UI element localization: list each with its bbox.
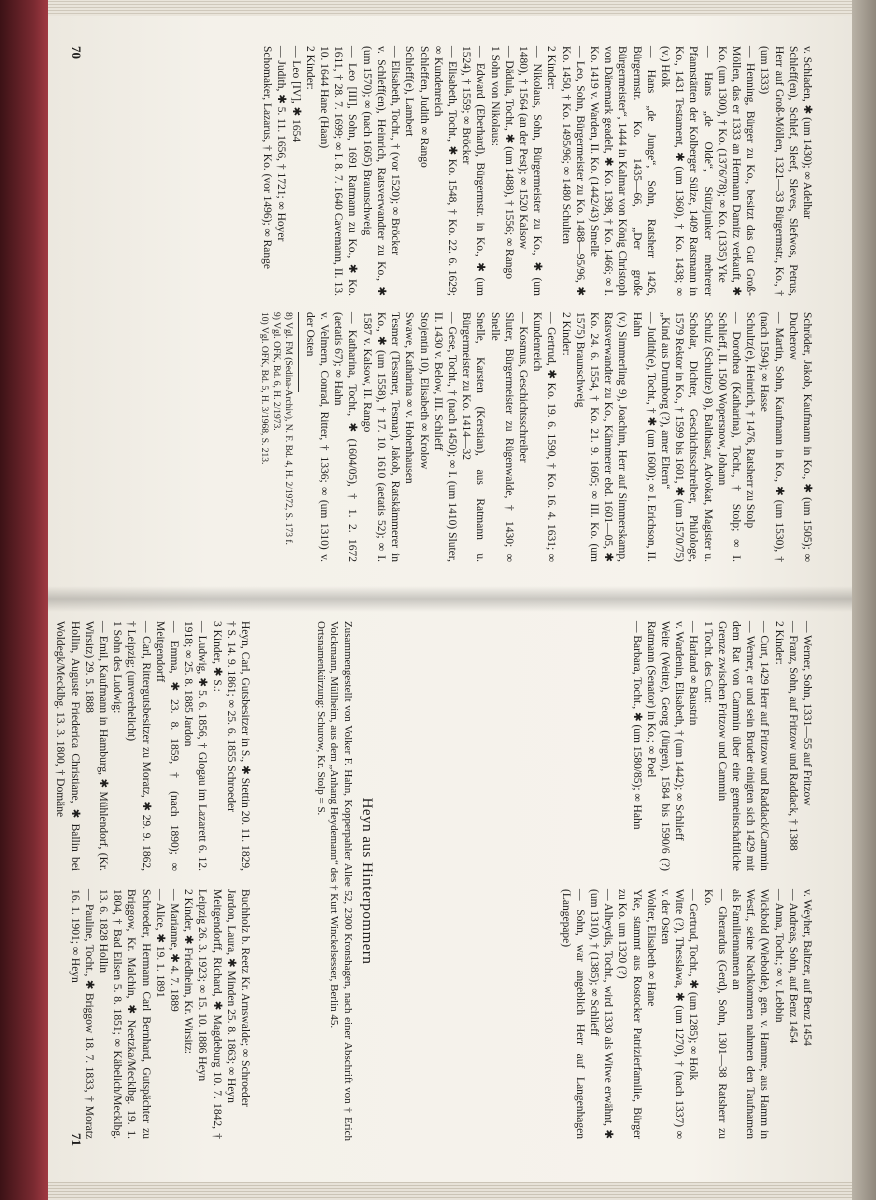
- entry-line: — Martin, Sohn, Kaufmann in Ko., ✱ (um 1530), † (nach 1594); ∞ Hasse: [758, 312, 785, 562]
- page-71: [48, 599, 852, 1182]
- entry-line: — Gese, Tocht., † (nach 1450); ∞ I. (um 1410) Sluter, II. 1430 v. Below, III. Schlieff: [431, 312, 458, 562]
- entry-line: — Alheydis, Tocht., wird 1330 als Witwe erwähnt, ✱ (um 1310), † (1385); ∞ Schlieff: [587, 889, 615, 1139]
- entry-line: — Nikolaus, Sohn, Bürgermeister zu Ko., ✱ (um 1480), † 1564 (an der Pest); ∞ 1520 Kalsow: [516, 46, 544, 296]
- entry-line: — Curt, 1429 Herr auf Fritzow und Raddack/Cammin: [758, 621, 771, 871]
- entry-line: — Werner, er und sein Bruder einigten sich 1429 mit dem Rat von Cammin über eine gemeinschaftliche Grenze zwischen Fritzow und Cammin: [715, 621, 757, 871]
- entry-line: — Judith(e), Tocht., † ✱ (um 1600); ∞ I. Erichson, II. Hahn: [630, 312, 657, 562]
- rotated-spread: [48, 16, 852, 1182]
- entry-line: — Pauline, Tocht., ✱ Briggow 18. 7. 1833, † Moratz 16. 1. 1901; ∞ Heyn: [68, 889, 95, 1139]
- page-stack-top: [48, 0, 852, 16]
- book-spread: [48, 16, 852, 1182]
- entry-line: Schleff(en), Schlef, Sleef, Sleves, Slefwos, Petrus, Herr auf Groß-Möllen, 1321—33 Bürgermstr., Ko., † (um 1333): [758, 46, 799, 296]
- right-page-section: [313, 621, 382, 1141]
- entry-line: — Marianne, ✱ 4. 7. 1889: [167, 889, 180, 1012]
- entry-line: Wickbold (Wiebolde), gen. v. Hamme, aus Hamm in Westf., seine Nachkommen nahmen den Taufnamen als Familiennamen an: [729, 889, 771, 1139]
- entry-line: — Henning, Bürger zu Ko., besitzt das Gut Groß-Möllen, das er 1333 an Hermann Damitz verkauft, ✱ Ko. (um 1300), † Ko. (1376/78); ∞ Ko. (1335) Yke: [715, 46, 757, 296]
- entry-line: Schroeder, Hermann Carl Bernhard, Gutspächter zu Briggow, Kr. Malchin, ✱ Neetzka/Mecklbg. 19. 1. 1804, † Bad Eilsen 5. 8. 1851; ∞ Käbelich/Mecklbg. 13. 6. 1828 Hollin: [96, 889, 152, 1139]
- entry-line: — Edward (Eberhard), Bürgermstr. in Ko., ✱ (um 1524), † 1559; ∞ Bröcker: [460, 46, 487, 296]
- book-cover-edge: [0, 0, 48, 1200]
- entry-line: v. Schladen, ✱ (um 1430); ∞ Adelhar: [801, 46, 813, 219]
- entry-line: Yke, stammt aus Rostocker Patrizierfamilie, Bürger zu Ko. um 1320 (?): [616, 889, 643, 1139]
- page-70: [48, 16, 852, 599]
- entry-line: — Werner, Sohn, 1331—55 auf Fritzow: [801, 621, 813, 806]
- entry-line: — Anna, Tocht.; ∞ v. Lebbin: [772, 889, 785, 1023]
- section-heading: Heyn aus Hinterpommern: [359, 797, 375, 965]
- entry-line: 1 Tocht. des Curt:: [701, 621, 714, 704]
- entry-line: — Sohn, war angeblich Herr auf Langenhagen (Langepape): [559, 889, 586, 1139]
- entry-line: — Katharina, Tocht., ✱ (1604/05), † 1. 2. 1672 (aetatis 67); ∞ Hahn: [332, 312, 359, 562]
- entry-line: 8) Vgl. FM (Sedina-Archiv), N. F. Bd. 4, H. 2/1972, S. 173 f.: [282, 312, 293, 545]
- entry-line: — Carl, Rittergutsbesitzer zu Moratz, ✱ 29. 9. 1862, † Leipzig; (unverehelicht): [125, 621, 152, 871]
- entry-line: Swawe, Katharina ∞ v. Hohenhausen: [403, 312, 416, 484]
- entry-line: — Gertrud, ✱ Ko. 19. 6. 1590, † Ko. 16. 4. 1631; ∞ Kundenreich: [531, 312, 558, 562]
- entry-line: Sluter, Bürgermeister zu Rügenwalde, † 1430; ∞ Snelle: [488, 312, 515, 562]
- entry-line: — Andreas, Sohn, auf Benz 1454: [786, 889, 799, 1044]
- entry-line: — Gherardus (Gerd), Sohn, 1301—38 Ratsherr zu Ko.: [701, 889, 728, 1139]
- entry-line: — Hans „de Olde“, Stützjunker mehrerer Pfannstätten der Kolberger Sülze, 1409 Ratsmann in Ko., 1431 Testament, ✱ (um 1360), † Ko. 1438; ∞ (v.) Holk: [658, 46, 714, 296]
- entry-line: — Harland ∞ Baustrin: [687, 621, 700, 726]
- right-bottom-column-2: [67, 889, 252, 1139]
- entry-line: Hollin, Auguste Friederica Christiane, ✱ Ballin bei Woldegk/Mecklbg. 13. 3. 1800, † Domäne: [54, 621, 81, 871]
- entry-line: — Hans „de Junge“, Sohn, Ratsherr 1426, Bürgermstr. Ko. 1435—66, „Der große Bürgermeister“, 1444 in Kalmar von König Christoph von Dänemark geadelt, ✱ Ko. 1398, † Ko. 1466; ∞ I. Ko. 1419 v. Warden, II. Ko. (1442/43) Smelle: [587, 46, 657, 296]
- entry-line: 2 Kinder:: [772, 621, 785, 665]
- entry-line: — Alice, ✱ 19. 1. 1891: [153, 889, 166, 998]
- section-intro: Zusammengestellt von Volker F. Hahn, Kopperpahler Allee 52, 2300 Kronshagen, nach einer Abschrift von † Erich Volckmann, Müllheim, aus dem „Anhang Heydemann“ des † Kurt Winckelsesser, Berlin 45.: [328, 621, 354, 1141]
- entry-line: v. Wardenin, Elisabeth, † (um 1442); ∞ Schlieff: [673, 621, 686, 841]
- entry-line: — Emma, ✱ 23. 8. 1859, † (nach 1890); ∞ Meitgendorff: [153, 621, 180, 871]
- page-number-left: 70: [69, 46, 84, 59]
- entry-line: v. Velmern, Conrad, Ritter, † 1336; ∞ (um 1310) v. der Osten: [303, 312, 331, 562]
- entry-line: Schomaker, Lazarus, † Ko. (vor 1496); ∞ Range: [261, 46, 274, 269]
- entry-line: Schultz(e), Heinrich, † 1476, Ratsherr zu Stolp: [744, 312, 757, 529]
- entry-line: — Barbara, Tocht., ✱ (um 1580/85); ∞ Hahn: [630, 621, 643, 830]
- entry-line: — Ludwig, ✱ 5. 6. 1856, † Glogau im Lazarett 6. 12. 1918; ∞ 25. 8. 1885 Jardon: [182, 621, 209, 871]
- entry-line: Snelle, Karsten (Kerstian), aus Ratmann u. Bürgermeister zu Ko. 1414—32: [460, 312, 487, 562]
- entry-line: Weite (Weitte), Georg (Jürgen), 1584 bis 1590/6 (?) Ratmann (Senator) in Ko.; ∞ Poel: [644, 621, 671, 871]
- entry-line: — Gertrud, Tocht., ✱ (um 1285); ∞ Holk: [687, 889, 700, 1081]
- entry-line: v. Weyher, Baltzer, auf Benz 1454: [801, 889, 813, 1046]
- entry-line: — Dädula, Tocht., ✱ (um 1488), † 1556; ∞ Rango: [502, 46, 515, 280]
- right-page-column-2: [558, 889, 814, 1139]
- entry-line: (v.) Simmerling 9), Joachim, Herr auf Simmerskamp, Ratsverwandter zu Ko., Kämmerer ebd. 1601—05, ✱ Ko. 24. 6. 1554, † Ko. 21. 9. 1605; ∞ III. Ko. (um 1575) Braunschweig: [573, 312, 629, 562]
- entry-line: 2 Kinder:: [559, 312, 572, 356]
- entry-line: — Leo [IV], ✱ 1654: [289, 46, 302, 143]
- entry-line: — Leo, Sohn, Bürgermeister zu Ko. 1488—95/96, ✱ Ko. 1450, † Ko. 1495/96; ∞ 1480 Schulten: [559, 46, 586, 296]
- entry-line: — Elisabeth, Tocht., ✱ Ko. 1548, † Ko. 22. 6. 1629; ∞ Kundenreich: [431, 46, 458, 296]
- page-stack-bottom: [48, 1182, 852, 1200]
- entry-line: 1 Sohn von Nikolaus:: [488, 46, 501, 146]
- entry-line: — Dorothea (Katharina), Tocht., † Stolp; ∞ I. Schlieff, II. 1500 Wopersnow, Johann: [715, 312, 742, 562]
- entry-line: 2 Kinder:: [545, 46, 558, 90]
- left-page-column-2: [258, 312, 814, 562]
- entry-line: 1 Sohn des Ludwig:: [111, 621, 124, 714]
- entry-line: — Elisabeth, Tocht., † (vor 1520); ∞ Bröcker: [389, 46, 402, 256]
- right-page-column-1: [629, 621, 814, 871]
- entry-line: v. Schleff(en), Heinrich, Ratsverwandter zu Ko., ✱ (um 1570); ∞ (nach 1605) Braunschweig: [360, 46, 387, 296]
- entry-line: Stojentin 10), Elisabeth ∞ Krolow: [417, 312, 430, 470]
- right-bottom-column-1: [53, 621, 252, 871]
- page-number-right: 71: [69, 1133, 84, 1146]
- entry-line: 3 Kinder, ✱ S.:: [210, 621, 223, 692]
- entry-line: — Judith, ✱ 5. 11. 1656, † 1721; ∞ Hoyer: [275, 46, 288, 242]
- page-edges: [852, 0, 876, 1200]
- entry-line: — Emil, Kaufmann in Hamburg, ✱ Mühlendorf, (Kr. Wirsitz) 29. 5. 1888: [82, 621, 109, 871]
- entry-line: Meitgendorff, Richard, ✱ Magdeburg 10. 7. 1842, † Leipzig 26. 3. 1923; ∞ 15. 10. 1886 Heyn: [196, 889, 223, 1139]
- entry-line: Wolter, Elisabeth ∞ Hane: [644, 889, 657, 1007]
- entry-line: Witte (?), Thesslawa, ✱ (um 1270), † (nach 1337) ∞ v. der Osten: [658, 889, 686, 1139]
- entry-line: 2 Kinder, ✱ Friedheim, Kr. Wirsitz:: [182, 889, 195, 1055]
- entry-line: Buchholz b. Reetz Kr. Arnswalde; ∞ Schroeder: [239, 889, 251, 1107]
- entry-line: Schulz (Schultze) 8), Balthasar, Advokat, Magister u. Scholar, Dichter, Geschichtsschreiber, Philologe, 1579 Rektor in Ko., † 1599 bis 1601, ✱ (um 1570/75) „Kind aus Drumborg (?), amer Eltern“: [658, 312, 714, 562]
- entry-line: 2 Kinder:: [303, 46, 316, 90]
- entry-line: — Franz, Sohn, auf Fritzow und Raddack, † 1388: [786, 621, 799, 851]
- entry-line: Heyn, Carl, Gutsbesitzer in S., ✱ Stettin 20. 11. 1829, † S. 14. 9. 1861; ∞ 25. 6. 1855 Schroeder: [224, 621, 251, 871]
- entry-line: — Kosmus, Geschichtsschreiber: [516, 312, 529, 463]
- place-abbreviation: Ortsnamenkürzung: Schurow, Kr. Stolp = S.: [314, 621, 327, 816]
- left-page-column-1: [260, 46, 814, 296]
- entry-line: 10) Vgl. OFK, Bd. 5, H. 3/1968, S. 213.: [258, 312, 269, 465]
- entry-line: 9) Vgl. OFK, Bd. 6, H. 2/1973.: [270, 312, 281, 431]
- entry-line: Jardon, Laura, ✱ Minden 25. 8. 1863; ∞ Heyn: [224, 889, 237, 1103]
- entry-line: Schröder, Jakob, Kaufmann in Ko., ✱ (um 1505); ∞ Ducherow: [786, 312, 813, 562]
- footnote-rule: [298, 312, 299, 392]
- entry-line: Schleffen, Judith ∞ Rango: [417, 46, 430, 168]
- entry-line: Tesmer (Tessmer, Tesmar), Jakob, Ratskämmerer in Ko., ✱ (um 1558), † 17. 10. 1610 (aetatis 52); ∞ I. 1587 v. Kalsow, II. Rango: [360, 312, 402, 562]
- entry-line: Schleff(e), Lambert: [403, 46, 416, 137]
- entry-line: — Leo [III], Sohn, 1691 Ratmann zu Ko., ✱ Ko. 1611, † 28. 7. 1699; ∞ I. 8. 7. 1640 Cavemann, II. 13. 10. 1644 Hane (Haan): [318, 46, 359, 296]
- footnotes: [258, 312, 294, 562]
